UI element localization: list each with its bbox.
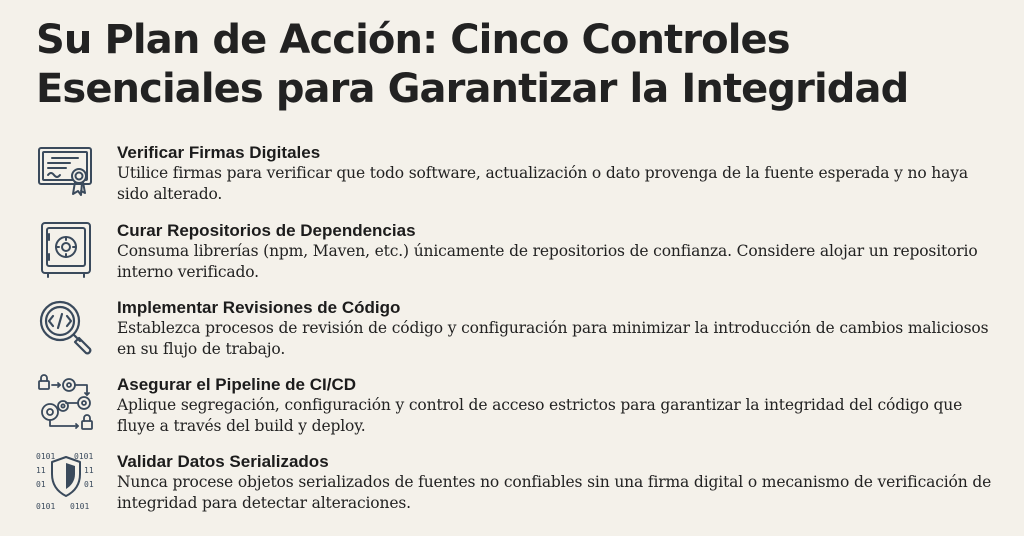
item-title: Implementar Revisiones de Código [117, 298, 401, 317]
item-title: Curar Repositorios de Dependencias [117, 221, 416, 240]
pipeline-gears-icon [36, 374, 96, 434]
svg-text:11: 11 [36, 466, 46, 475]
item-title: Validar Datos Serializados [117, 452, 329, 471]
page-title: Su Plan de Acción: Cinco Controles Esenciales para Garantizar la Integridad [36, 17, 909, 112]
svg-text:0101: 0101 [36, 502, 56, 511]
svg-text:01: 01 [36, 480, 46, 489]
list-item [0, 142, 1024, 220]
item-description: Consuma librerías (npm, Maven, etc.) únicamente de repositorios de confianza. Considere alojar un repositorio interno verificado. [117, 242, 978, 281]
certificate-icon [36, 142, 96, 202]
code-magnifier-icon [36, 297, 96, 357]
item-description: Nunca procese objetos serializados de fuentes no confiables sin una firma digital o mecanismo de verificación de integridad para detectar alteraciones. [117, 473, 992, 512]
list-item [0, 374, 1024, 452]
safe-vault-icon [36, 220, 96, 280]
svg-text:11: 11 [84, 466, 94, 475]
list-item [0, 297, 1024, 375]
svg-text:0101: 0101 [70, 502, 90, 511]
list-item [0, 451, 1024, 529]
svg-text:01: 01 [84, 480, 94, 489]
item-title: Verificar Firmas Digitales [117, 143, 321, 162]
item-description: Utilice firmas para verificar que todo software, actualización o dato provenga de la fuente esperada y no haya sido alterado. [117, 164, 968, 203]
list-item [0, 220, 1024, 298]
item-title: Asegurar el Pipeline de CI/CD [117, 375, 357, 394]
binary-shield-icon [36, 451, 96, 511]
svg-text:0101: 0101 [36, 452, 56, 461]
item-description: Aplique segregación, configuración y control de acceso estrictos para garantizar la integridad del código que fluye a través del build y deploy. [117, 396, 963, 435]
svg-text:0101: 0101 [74, 452, 94, 461]
item-description: Establezca procesos de revisión de código y configuración para minimizar la introducción de cambios maliciosos en su flujo de trabajo. [117, 319, 989, 358]
